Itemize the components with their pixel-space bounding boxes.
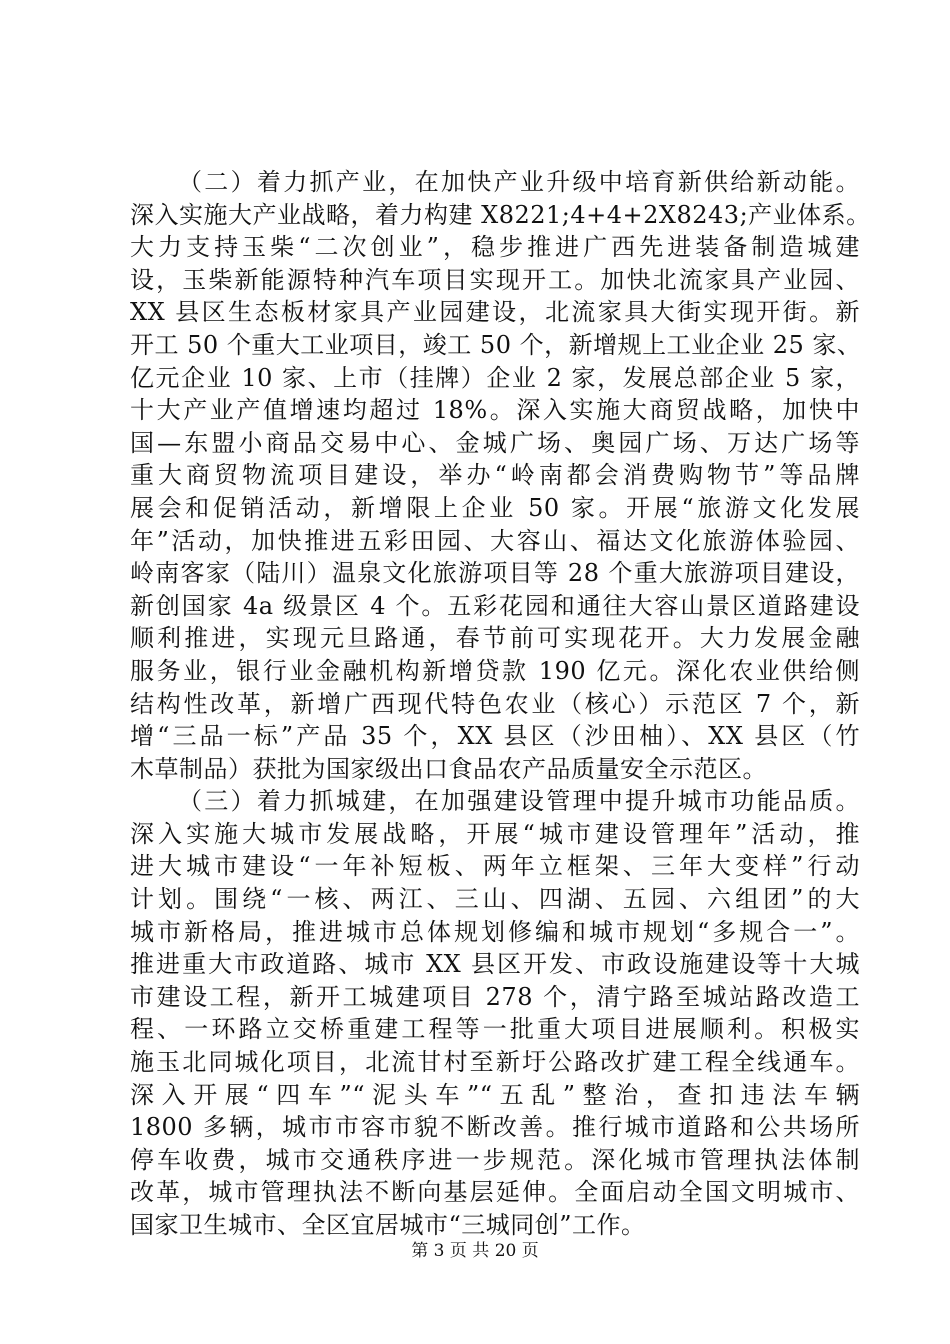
- document-body: [130, 166, 871, 1242]
- paragraph-line: （二）着力抓产业，在加快产业升级中培育新供给新动能。: [178, 168, 860, 196]
- paragraph-line: 国家卫生城市、全区宜居城市“三城同创”工作。: [130, 1211, 646, 1239]
- paragraph-line: 增“三品一标”产品 35 个，XX 县区（沙田柚）、XX 县区（竹: [130, 722, 860, 751]
- paragraph-line: 开工 50 个重大工业项目，竣工 50 个，新增规上工业企业 25 家、: [130, 330, 862, 359]
- page-number-footer: 第 3 页 共 20 页: [411, 1241, 539, 1261]
- paragraph-line: 深入开展“四车”“泥头车”“五乱”整治，查扣违法车辆: [130, 1080, 860, 1109]
- paragraph-line: 改革，城市管理执法不断向基层延伸。全面启动全国文明城市、: [130, 1178, 860, 1207]
- paragraph-line: 施玉北同城化项目，北流甘村至新圩公路改扩建工程全线通车。: [130, 1048, 860, 1077]
- paragraph-line: 服务业，银行业金融机构新增贷款 190 亿元。深化农业供给侧: [130, 656, 860, 685]
- paragraph-line: 十大产业产值增速均超过 18%。深入实施大商贸战略，加快中: [130, 396, 860, 425]
- paragraph-line: 推进重大市政道路、城市 XX 县区开发、市政设施建设等十大城: [130, 950, 860, 979]
- paragraph-line: 岭南客家（陆川）温泉文化旅游项目等 28 个重大旅游项目建设，: [130, 559, 860, 588]
- paragraph-line: 市建设工程，新开工城建项目 278 个，清宁路至城站路改造工: [130, 982, 860, 1011]
- paragraph-line: 城市新格局，推进城市总体规划修编和城市规划“多规合一”。: [130, 917, 860, 946]
- paragraph-line: 程、一环路立交桥重建工程等一批重大项目进展顺利。积极实: [130, 1015, 860, 1044]
- paragraph-line: 木草制品）获批为国家级出口食品农产品质量安全示范区。: [130, 754, 767, 783]
- paragraph-line: 设，玉柴新能源特种汽车项目实现开工。加快北流家具产业园、: [130, 265, 860, 294]
- paragraph-line: 1800 多辆，城市市容市貌不断改善。推行城市道路和公共场所: [130, 1113, 860, 1142]
- paragraph-line: 大力支持玉柴“二次创业”，稳步推进广西先进装备制造城建: [130, 233, 860, 262]
- paragraph-line: 深入实施大城市发展战略，开展“城市建设管理年”活动，推: [130, 819, 860, 848]
- paragraph-section-3: [130, 785, 860, 1241]
- paragraph-line: 新创国家 4a 级景区 4 个。五彩花园和通往大容山景区道路建设: [130, 591, 860, 620]
- paragraph-section-2: [130, 166, 871, 785]
- paragraph-line: 结构性改革，新增广西现代特色农业（核心）示范区 7 个，新: [130, 689, 860, 718]
- paragraph-line: 展会和促销活动，新增限上企业 50 家。开展“旅游文化发展: [130, 493, 860, 522]
- paragraph-line: 进大城市建设“一年补短板、两年立框架、三年大变样”行动: [130, 852, 860, 881]
- paragraph-line: 年”活动，加快推进五彩田园、大容山、福达文化旅游体验园、: [130, 526, 860, 555]
- paragraph-line: 亿元企业 10 家、上市（挂牌）企业 2 家，发展总部企业 5 家，: [130, 363, 860, 392]
- paragraph-line: XX 县区生态板材家具产业园建设，北流家具大街实现开街。新: [130, 298, 860, 327]
- paragraph-line: 计划。围绕“一核、两江、三山、四湖、五园、六组团”的大: [130, 885, 860, 914]
- paragraph-line: 重大商贸物流项目建设，举办“岭南都会消费购物节”等品牌: [130, 461, 860, 490]
- paragraph-line: 顺利推进，实现元旦路通，春节前可实现花开。大力发展金融: [130, 624, 860, 653]
- paragraph-line: 国—东盟小商品交易中心、金城广场、奥园广场、万达广场等: [130, 428, 860, 457]
- paragraph-line: 深入实施大产业战略，着力构建 X8221;4+4+2X8243;产业体系。: [130, 200, 871, 229]
- paragraph-line: 停车收费，城市交通秩序进一步规范。深化城市管理执法体制: [130, 1145, 860, 1174]
- paragraph-line: （三）着力抓城建，在加强建设管理中提升城市功能品质。: [178, 787, 860, 816]
